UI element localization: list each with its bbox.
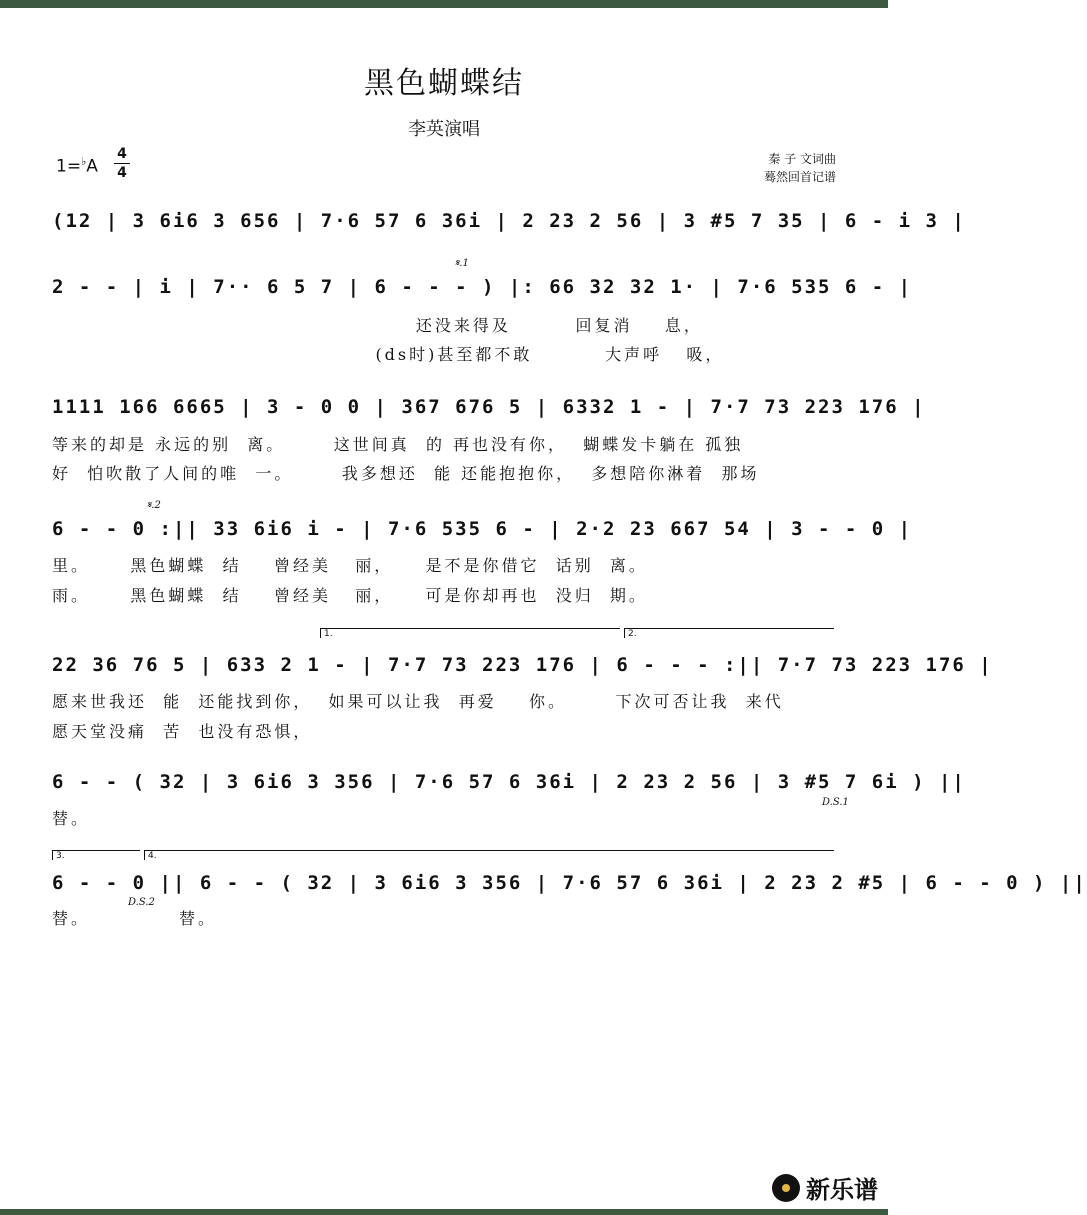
notation-line-6: 6 - - ( 32 | 3 6i6 3 356 | 7·6 57 6 36i | 2 23 2 56 | 3 #5 7 6i ) || bbox=[52, 771, 966, 793]
notation-line-2: 2 - - | i | 7·· 6 5 7 | 6 - - - ) |: 66 32 32 1· | 7·6 535 6 - | bbox=[52, 276, 913, 298]
notation-line-7: 6 - - 0 || 6 - - ( 32 | 3 6i6 3 356 | 7·6 57 6 36i | 2 23 2 #5 | 6 - - 0 ) || bbox=[52, 872, 1087, 894]
lyric-line-5a: 愿来世我还 能 还能找到你， 如果可以让我 再爱 你。 下次可否让我 来代 bbox=[52, 692, 784, 711]
lyric-line-2a: 还没来得及 回复消 息， bbox=[52, 316, 703, 335]
singer: 李英演唱 bbox=[408, 119, 480, 140]
transcriber: 蓦然回首记谱 bbox=[763, 170, 836, 184]
segno-2-mark: 𝄋.2 bbox=[147, 500, 161, 511]
volta-4-bracket: 4. bbox=[144, 850, 834, 860]
lyric-line-6: 替。 bbox=[52, 809, 91, 828]
lyric-line-4a: 里。 黑色蝴蝶 结 曾经美 丽， 是不是你借它 话别 离。 bbox=[52, 556, 648, 575]
ds1-mark: D.S.1 bbox=[822, 797, 849, 808]
lyricist-composer: 秦 子 文词曲 bbox=[768, 152, 836, 166]
volta-1-bracket: 1. bbox=[320, 628, 620, 638]
time-signature: 4 4 bbox=[114, 146, 130, 181]
notation-line-4: 6 - - 0 :|| 33 6i6 i - | 7·6 535 6 - | 2·2 23 667 54 | 3 - - 0 | bbox=[52, 518, 913, 540]
segno-1-mark: 𝄋.1 bbox=[455, 258, 469, 269]
song-title: 黑色蝴蝶结 bbox=[364, 66, 524, 101]
key-signature: 1=♭A bbox=[56, 155, 98, 177]
notation-line-1: (12 | 3 6i6 3 656 | 7·6 57 6 36i | 2 23 2 56 | 3 #5 7 35 | 6 - i 3 | bbox=[52, 210, 966, 232]
lyric-line-3b: 好 怕吹散了人间的唯 一。 我多想还 能 还能抱抱你， 多想陪你淋着 那场 bbox=[52, 464, 760, 483]
lyric-line-5b: 愿天堂没痛 苦 也没有恐惧， bbox=[52, 722, 313, 741]
site-logo[interactable] bbox=[772, 1170, 878, 1205]
notation-line-5: 22 36 76 5 | 633 2 1 - | 7·7 73 223 176 | 6 - - - :|| 7·7 73 223 176 | bbox=[52, 654, 993, 676]
lyric-line-2b: (ds时)甚至都不敢 大声呼 吸， bbox=[52, 345, 725, 364]
lyric-line-4b: 雨。 黑色蝴蝶 结 曾经美 丽， 可是你却再也 没归 期。 bbox=[52, 586, 648, 605]
top-border bbox=[0, 0, 888, 8]
vinyl-record-icon bbox=[772, 1174, 800, 1202]
lyric-line-3a: 等来的却是 永远的别 离。 这世间真 的 再也没有你， 蝴蝶发卡躺在 孤独 bbox=[52, 435, 744, 454]
ds2-mark: D.S.2 bbox=[128, 897, 155, 908]
volta-3-bracket: 3. bbox=[52, 850, 140, 860]
notation-line-3: 1111 166 6665 | 3 - 0 0 | 367 676 5 | 6332 1 - | 7·7 73 223 176 | bbox=[52, 396, 926, 418]
bottom-border bbox=[0, 1209, 888, 1215]
logo-text: 新乐谱 bbox=[806, 1176, 878, 1204]
volta-2-bracket: 2. bbox=[624, 628, 834, 638]
lyric-line-7: 替。 替。 bbox=[52, 909, 217, 928]
